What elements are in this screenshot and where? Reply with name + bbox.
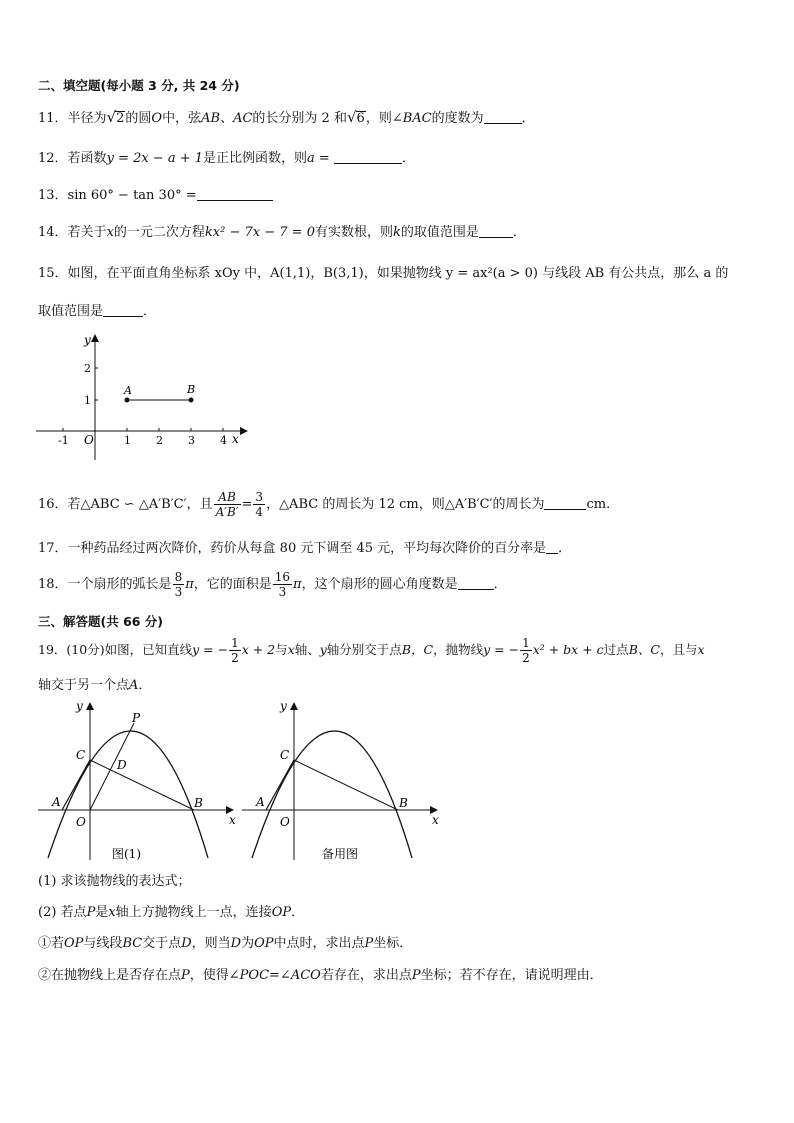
sqrt-sign: √ [106,108,117,126]
origin-label: O [84,433,94,447]
q19-part-1: (1) 求该抛物线的表达式； [38,874,191,889]
point-a-label: A [52,795,61,809]
question-16: 16．若△ABC ∽ △A′B′C′，且 $\frac{AB}{A'B'}$ = $\frac{3}{4}$ ，△ABC 的周长为 12 cm，则△A′B′C′的周长为 cm. [38,490,611,519]
point-b [189,398,194,403]
segment-ac [62,760,90,810]
origin-label: O [76,815,86,829]
answer-blank-11[interactable] [484,111,522,124]
y-axis-arrow [91,334,99,342]
point-a [125,398,130,403]
point-a-label: A [256,795,265,809]
point-a-label: A [124,384,132,397]
question-19-line-2: 轴交于另一个点A． [38,678,152,693]
point-b-label: B [399,796,408,810]
x-axis-arrow [240,427,248,435]
tick-label-x: -1 [58,434,69,447]
segment-ac [266,760,294,810]
answer-blank-15[interactable] [103,304,143,317]
question-18: 18．一个扇形的弧长是 $\frac{8}{3}$ π，它的面积是 $\frac{16}{3}$ π，这个扇形的圆心角度数是 ． [38,570,507,599]
question-11: 11．半径为√2的圆O中，弦AB、AC的长分别为 2 和√6，则∠BAC的度数为 ． [38,108,535,126]
point-c-label: C [76,748,86,762]
question-15-line-2: 取值范围是 ． [38,304,157,319]
question-15: 15．如图，在平面直角坐标系 xOy 中，A(1,1)，B(3,1)，如果抛物线 y = ax²(a > 0) 与线段 AB 有公共点，那么 a 的 [38,266,729,281]
figure-19-backup [236,696,446,866]
segment-cb [90,760,194,810]
point-d-label: D [117,758,127,772]
y-axis-arrow [290,702,298,710]
x-axis-label: x [232,432,239,446]
answer-blank-18[interactable] [458,577,494,590]
tick-label-x: 1 [124,434,131,447]
y-axis-arrow [86,702,94,710]
point-c-label: C [280,748,290,762]
answer-blank-16[interactable] [544,497,586,510]
segment-op [90,723,134,810]
parabola [48,731,208,858]
origin-label: O [280,815,290,829]
answer-blank-12[interactable] [334,151,402,164]
x-axis-label: x [432,813,439,827]
q19-part-2-i: ①若OP与线段BC交于点D，则当D为OP中点时，求出点P坐标． [38,936,413,951]
answer-blank-13[interactable] [197,188,273,201]
point-b-label: B [194,796,203,810]
y-axis-label: y [280,699,287,713]
x-axis-label: x [229,813,236,827]
tick-label-x: 4 [220,434,227,447]
question-14: 14．若关于x的一元二次方程kx² − 7x − 7 = 0有实数根，则k的取值范围是 ． [38,225,526,240]
question-19: 19．(10分)如图，已知直线y = − $\frac{1}{2}$ x + 2与x轴、y轴分别交于点B，C，抛物线y = − $\frac{1}{2}$ x² + bx + c过点B、C，且与x [38,636,705,665]
q11-number: 11． [38,111,68,126]
section-3-title: 三、解答题(共 66 分) [38,614,164,629]
answer-blank-14[interactable] [479,225,513,238]
tick-label-y: 2 [84,362,91,375]
tick-label-y: 1 [84,394,91,407]
q19-part-2: (2) 若点P是x轴上方抛物线上一点，连接OP． [38,905,305,920]
section-2-title: 二、填空题(每小题 3 分, 共 24 分) [38,78,240,93]
y-axis-label: y [84,333,91,347]
parabola [252,731,412,858]
fraction-ratio: $\frac{3}{4}$ [255,490,264,519]
tick-label-x: 3 [188,434,195,447]
question-17: 17．一种药品经过两次降价，药价从每盒 80 元下调至 45 元，平均每次降价的百分率是 ． [38,541,572,556]
y-axis-label: y [76,699,83,713]
figure-caption: 图(1) [112,847,141,861]
point-b-label: B [187,383,196,396]
figure-caption: 备用图 [322,847,359,861]
point-p-label: P [132,711,141,725]
segment-cb [294,760,398,810]
q19-part-2-ii: ②在抛物线上是否存在点P，使得∠POC=∠ACO若存在，求出点P坐标；若不存在，请说明理由． [38,968,603,983]
tick-label-x: 2 [156,434,163,447]
question-13: 13．sin 60° − tan 30° = [38,187,273,205]
question-12: 12．若函数y = 2x − a + 1是正比例函数，则a = ． [38,151,415,166]
figure-19-1 [36,696,246,866]
answer-blank-17[interactable] [546,541,558,554]
fraction-ab: $\frac{AB}{A'B'}$ [215,490,239,519]
figure-15-coordinate-plane [36,330,256,465]
